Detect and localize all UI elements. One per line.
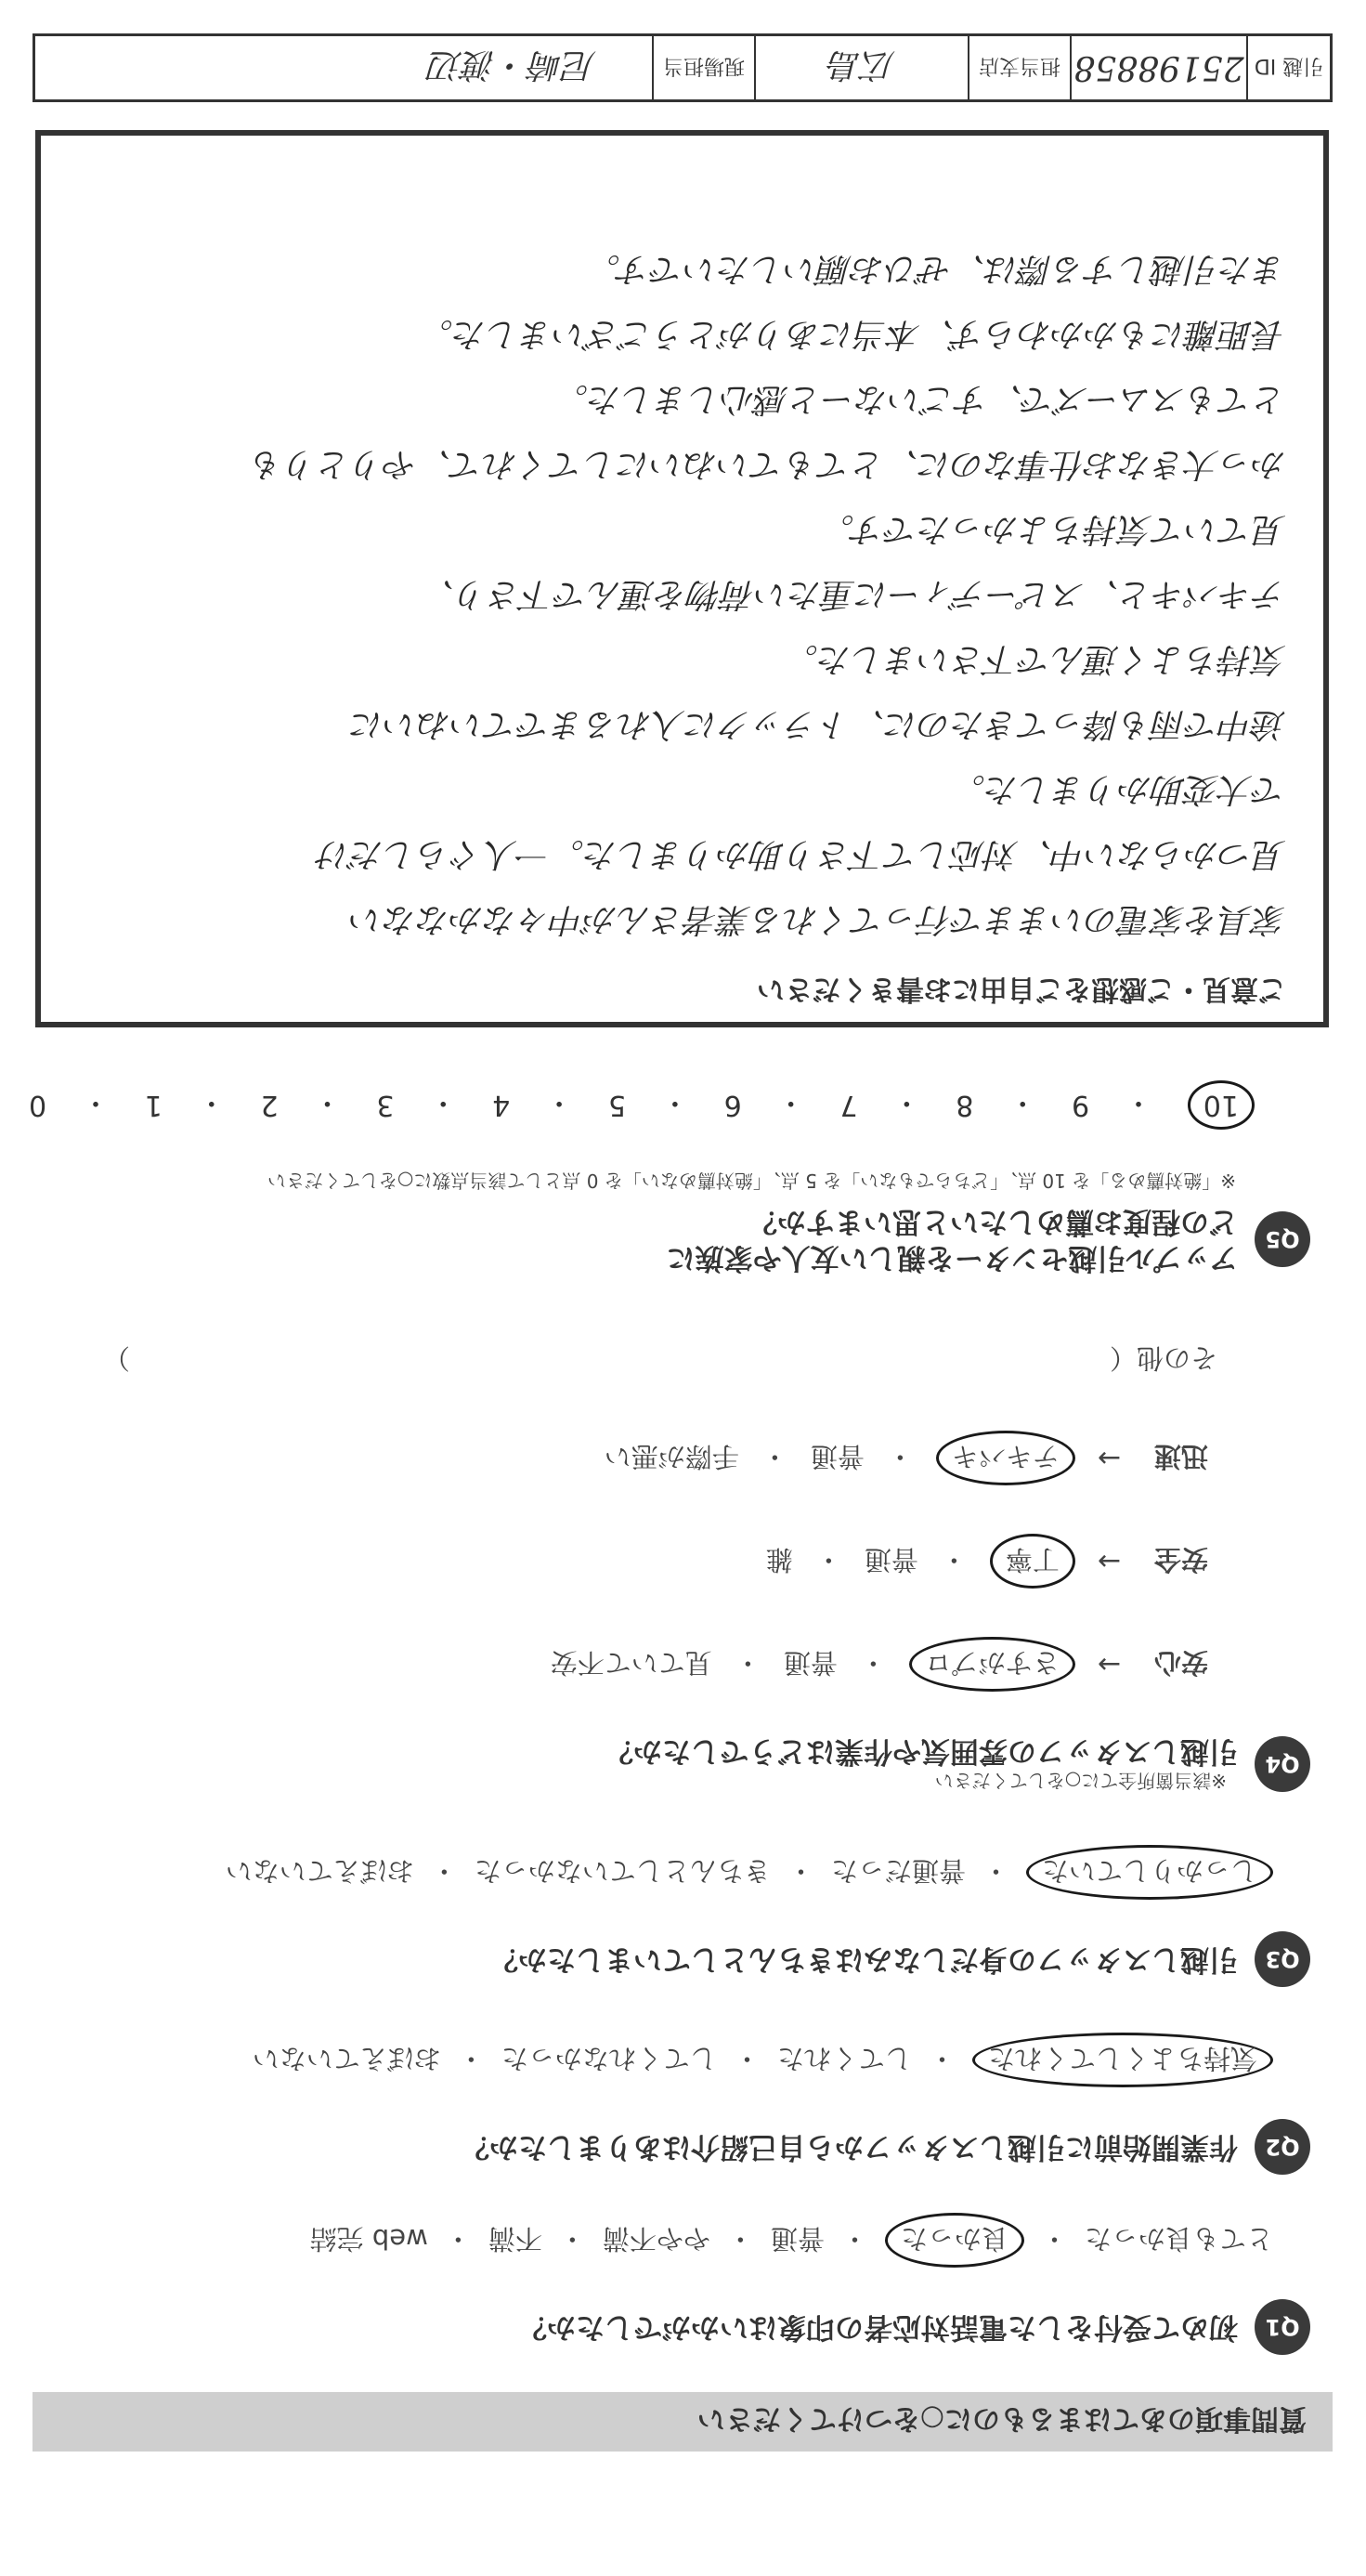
q4-speed-option-brisk-circled[interactable]: テキパキ <box>936 1431 1075 1485</box>
comment-line: 途中で雨も降ってきたのに、トラックに入れるまでていねいに <box>350 705 1286 743</box>
comment-line: 長距離にもかかわらず、本当にありがとうございました。 <box>419 315 1286 353</box>
q1-option-good-circled[interactable]: 良かった <box>885 2213 1024 2268</box>
q4-secure-option-normal[interactable]: 普通 <box>864 1544 918 1576</box>
q5-score-10-circled[interactable]: 10 <box>1188 1081 1255 1131</box>
comment-line: とてもスムーズで、すごいなーと感心しました。 <box>554 380 1286 418</box>
footer-branch-value: 広島 <box>754 36 968 99</box>
question-5-note: ※「絶対薦める」を 10 点、「どちらでもない」を 5 点、「絶対薦めない」を 0 点として該当点数に○をしてください <box>267 1170 1236 1193</box>
question-4-note: ※該当箇所全てに○をしてください <box>934 1770 1227 1792</box>
question-2-text: 作業開始前に引越しスタッフから自己紹介はありましたか？ <box>461 2130 1238 2164</box>
q2-option-did-not[interactable]: してくれなかった <box>501 2043 717 2074</box>
question-1 <box>29 2213 1310 2355</box>
question-5-text-line2: どの程度お薦めしたいと思いますか？ <box>748 1205 1238 1239</box>
comment-line: 見ていて気持ちよかったです。 <box>820 510 1286 548</box>
q2-option-dont-remember[interactable]: おぼえていない <box>252 2043 441 2074</box>
q4-row-speed: 迅速 → テキパキ ・ 普通 ・ 手際が悪い <box>29 1431 1310 1485</box>
comment-box[interactable] <box>35 130 1329 1027</box>
question-4-text: 引越しスタッフの雰囲気や作業はどうでしたか？ <box>605 1734 1238 1768</box>
q4-other-row <box>103 1340 1310 1379</box>
q4-other-close: ） <box>103 1342 131 1375</box>
q5-score-6[interactable]: 6 <box>723 1089 742 1122</box>
q4-secure-option-rough[interactable]: 雑 <box>765 1544 793 1576</box>
q5-score-2[interactable]: 2 <box>260 1089 279 1122</box>
comment-line: テキパキと、スピーディーに重たい荷物を運んで下さり、 <box>421 575 1286 613</box>
question-3-options: しっかりしていた ・ 普通だった ・ きちんとしていなかった ・ おぼえていない <box>29 1845 1310 1900</box>
comment-line: で大変助かりました。 <box>951 770 1286 808</box>
q5-score-4[interactable]: 4 <box>492 1089 511 1122</box>
q4-row-label: 安全 <box>1153 1544 1208 1576</box>
q4-row-label: 安心 <box>1153 1647 1208 1680</box>
q3-option-not-neat[interactable]: きちんとしていなかった <box>474 1855 771 1887</box>
q5-score-5[interactable]: 5 <box>607 1089 626 1122</box>
comment-line: また引越しする際は、ぜひお願いしたいです。 <box>586 250 1286 288</box>
q4-safety-option-normal[interactable]: 普通 <box>783 1647 838 1680</box>
question-2-options: 気持ちよくしてくれた ・ してくれた ・ してくれなかった ・ おぼえていない <box>29 2033 1310 2087</box>
footer-id-value: 25198858 <box>1070 36 1246 99</box>
q1-option-slightly-unsatisfied[interactable]: やや不満 <box>602 2223 710 2255</box>
q5-score-9[interactable]: 9 <box>1072 1089 1090 1122</box>
instruction-text: 質問事項のあてはまるものに○をつけてください <box>696 2402 1307 2435</box>
question-1-text: 初めて受付をした電話対応者の印象はいかがでしたか？ <box>518 2310 1238 2345</box>
q4-safety-option-uneasy[interactable]: 見ていて不安 <box>550 1647 712 1680</box>
footer-staff-value: 尼崎・渡辺 <box>428 46 596 85</box>
q1-option-normal[interactable]: 普通 <box>770 2223 825 2255</box>
question-1-options: とても良かった ・ 良かった ・ 普通 ・ やや不満 ・ 不満 ・ web 完結 <box>29 2213 1310 2268</box>
q4-row-secure: 安全 → 丁寧 ・ 普通 ・ 雑 <box>29 1534 1310 1589</box>
question-4 <box>29 1340 1310 1796</box>
q5-score-8[interactable]: 8 <box>956 1089 974 1122</box>
comment-line: 気持ちよく運んで下さいました。 <box>784 640 1286 678</box>
q4-speed-option-clumsy[interactable]: 手際が悪い <box>604 1441 739 1473</box>
question-5-text-line1: アップル引越センターを親しい友人や家族に <box>666 1241 1238 1275</box>
instruction-banner <box>33 2392 1333 2452</box>
q5-score-1[interactable]: 1 <box>144 1089 163 1122</box>
q1-option-very-good[interactable]: とても良かった <box>1084 2223 1273 2255</box>
comment-line: 見つからない中、対応して下さり助かりました。一人ぐらしだけ <box>316 835 1286 873</box>
comment-box-title: ご意見・ご感想をご自由にお書きください <box>757 973 1286 1005</box>
footer-info-table <box>33 33 1333 102</box>
q1-option-unsatisfied[interactable]: 不満 <box>488 2223 542 2255</box>
q5-score-scale: 10 ・ 9 ・ 8 ・ 7 ・ 6 ・ 5 ・ 4 ・ 3 ・ 2 ・ 1 ・ 0 <box>29 1081 1310 1131</box>
q4-secure-option-careful-circled[interactable]: 丁寧 <box>990 1534 1075 1589</box>
q5-score-0[interactable]: 0 <box>29 1089 47 1122</box>
question-3-icon: Q3 <box>1255 1931 1310 1987</box>
footer-branch-label: 担当支店 <box>968 36 1070 99</box>
question-5-icon: Q5 <box>1255 1211 1310 1267</box>
question-2 <box>29 2033 1310 2175</box>
q3-option-normal[interactable]: 普通だった <box>830 1855 966 1887</box>
q4-safety-option-pro-circled[interactable]: さすがプロ <box>909 1637 1075 1692</box>
footer-id-label: 引越 ID <box>1246 36 1330 99</box>
q5-score-7[interactable]: 7 <box>839 1089 858 1122</box>
q4-other-label[interactable]: その他（ <box>1109 1342 1217 1375</box>
q2-option-did[interactable]: してくれた <box>776 2043 912 2074</box>
question-3-text: 引越しスタッフの身だしなみはきちんとしていましたか？ <box>489 1942 1238 1977</box>
arrow-right-icon: → <box>1097 1648 1121 1681</box>
q4-row-safety: 安心 → さすがプロ ・ 普通 ・ 見ていて不安 <box>29 1637 1310 1692</box>
question-1-icon: Q1 <box>1255 2299 1310 2355</box>
comment-line: 家具を家電のいままで行ってくれる業者さんが中々なかなない <box>349 900 1286 938</box>
q3-option-neat-circled[interactable]: しっかりしていた <box>1026 1845 1273 1900</box>
arrow-right-icon: → <box>1097 1545 1121 1578</box>
question-5 <box>29 1081 1310 1276</box>
q4-row-label: 迅速 <box>1153 1441 1208 1473</box>
question-2-icon: Q2 <box>1255 2119 1310 2175</box>
q2-option-pleasant-circled[interactable]: 気持ちよくしてくれた <box>972 2033 1273 2087</box>
q4-speed-option-normal[interactable]: 普通 <box>810 1441 865 1473</box>
comment-line: かっ大きなお仕事なのに、とてもていねいにしてくれて、やりとりも <box>250 445 1286 483</box>
arrow-right-icon: → <box>1097 1442 1121 1475</box>
footer-staff-label: 現場担当 <box>652 36 754 99</box>
q3-option-dont-remember[interactable]: おぼえていない <box>225 1855 414 1887</box>
q1-option-web[interactable]: web 完結 <box>309 2223 428 2255</box>
question-4-icon: Q4 <box>1255 1736 1310 1792</box>
q5-score-3[interactable]: 3 <box>376 1089 395 1122</box>
question-3 <box>29 1845 1310 1987</box>
